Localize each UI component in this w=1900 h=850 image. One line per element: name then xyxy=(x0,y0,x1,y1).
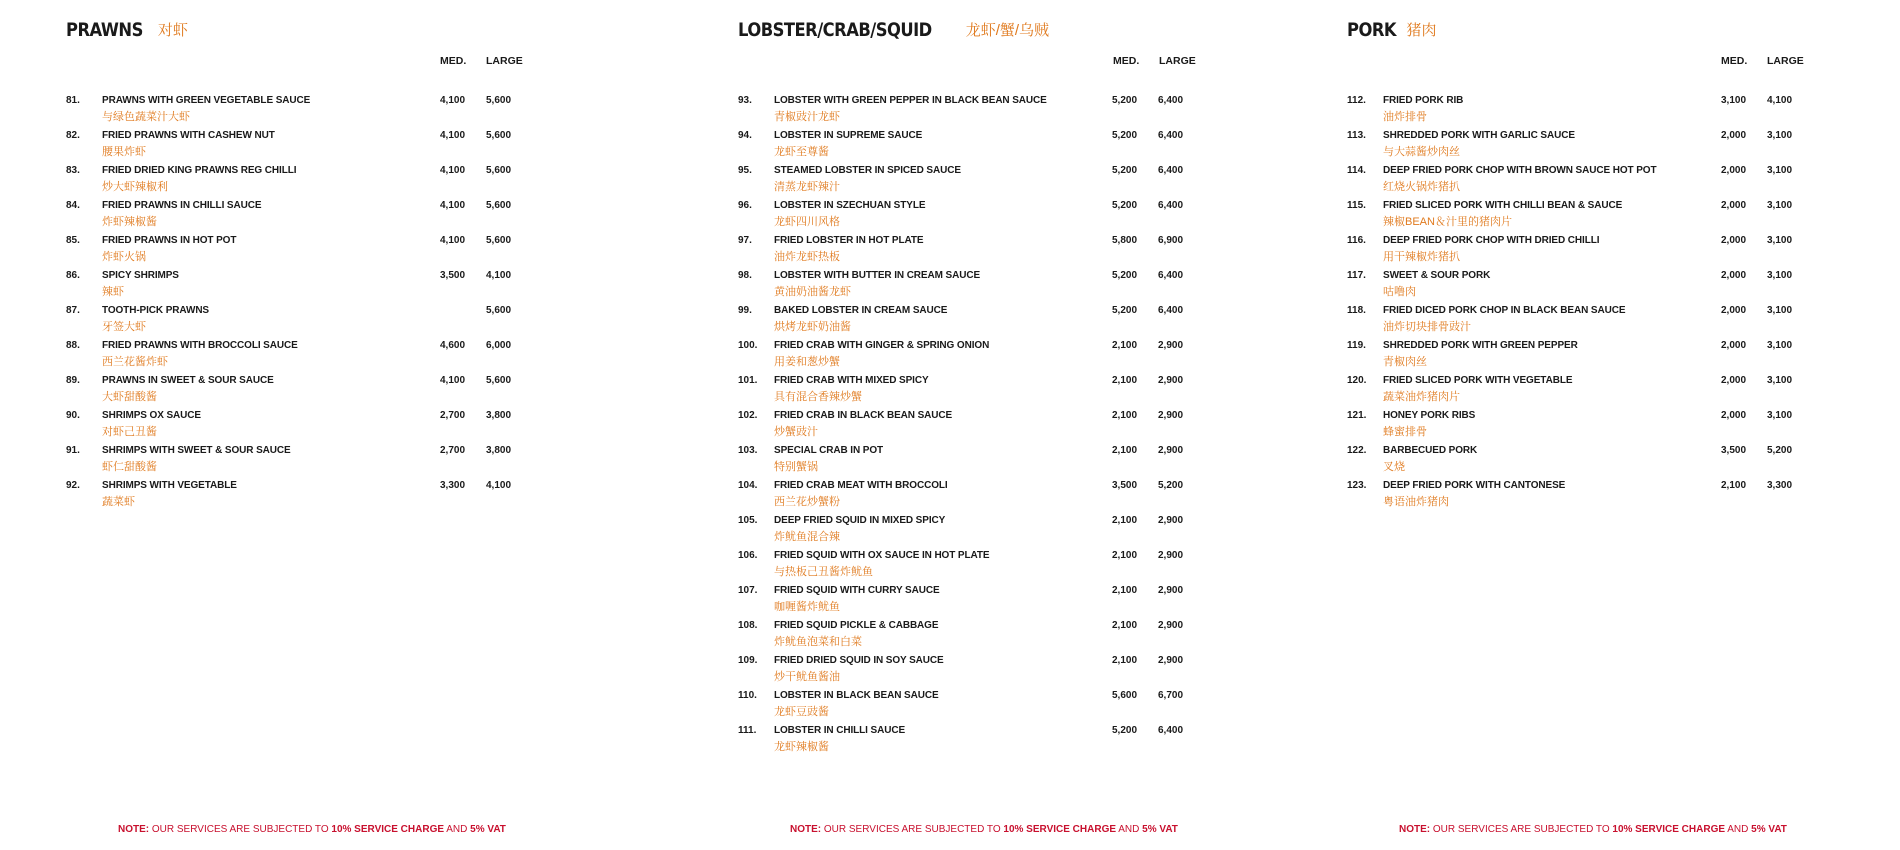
item-name-chinese: 炒干鱿鱼酱油 xyxy=(774,671,840,683)
item-number: 102. xyxy=(738,410,758,421)
item-name: FRIED SQUID PICKLE & CABBAGE xyxy=(774,620,939,631)
item-name: LOBSTER IN SZECHUAN STYLE xyxy=(774,200,926,211)
item-name-chinese: 烘烤龙虾奶油酱 xyxy=(774,321,851,333)
item-price-medium: 2,000 xyxy=(1721,410,1747,421)
menu-item xyxy=(1347,410,1827,445)
item-price-medium: 2,700 xyxy=(440,410,466,421)
item-price-large: 6,400 xyxy=(1158,165,1184,176)
item-name-chinese: 牙签大虾 xyxy=(102,321,146,333)
item-price-large: 3,100 xyxy=(1767,270,1793,281)
item-name-chinese: 油炸切块排骨豉汁 xyxy=(1383,321,1471,333)
menu-item xyxy=(738,305,1218,340)
item-name: SHRIMPS OX SAUCE xyxy=(102,410,201,421)
section-title: PRAWNS xyxy=(66,19,143,41)
item-name-chinese: 用姜和葱炒蟹 xyxy=(774,356,840,368)
note-label: NOTE: xyxy=(1399,824,1431,835)
item-number: 93. xyxy=(738,95,752,106)
menu-item xyxy=(738,410,1218,445)
menu-item xyxy=(738,515,1218,550)
item-name: FRIED DRIED SQUID IN SOY SAUCE xyxy=(774,655,944,666)
note-vat: 5% VAT xyxy=(1751,824,1787,835)
menu-item xyxy=(738,165,1218,200)
item-name: DEEP FRIED SQUID IN MIXED SPICY xyxy=(774,515,946,526)
note-label: NOTE: xyxy=(790,824,822,835)
item-number: 83. xyxy=(66,165,80,176)
menu-item xyxy=(738,95,1218,130)
menu-page-pork xyxy=(1281,0,1900,850)
menu-item xyxy=(66,410,546,445)
item-name-chinese: 油炸龙虾热板 xyxy=(774,251,840,263)
item-number: 111. xyxy=(738,725,757,736)
item-price-medium: 2,000 xyxy=(1721,375,1747,386)
item-name: FRIED LOBSTER IN HOT PLATE xyxy=(774,235,924,246)
item-name-chinese: 炸虾辣椒酱 xyxy=(102,216,157,228)
item-price-medium: 4,100 xyxy=(440,165,466,176)
menu-item xyxy=(738,445,1218,480)
item-price-large: 3,100 xyxy=(1767,200,1793,211)
note-and: AND xyxy=(446,824,468,835)
menu-item xyxy=(1347,375,1827,410)
menu-item xyxy=(66,480,546,515)
note-and: AND xyxy=(1727,824,1749,835)
item-price-large: 2,900 xyxy=(1158,445,1184,456)
item-number: 106. xyxy=(738,550,758,561)
item-price-large: 3,800 xyxy=(486,445,512,456)
item-name-chinese: 粤语油炸猪肉 xyxy=(1383,496,1449,508)
item-number: 121. xyxy=(1347,410,1367,421)
menu-item xyxy=(738,235,1218,270)
item-name-chinese: 与大蒜酱炒肉丝 xyxy=(1383,146,1460,158)
item-name: FRIED PRAWNS WITH BROCCOLI SAUCE xyxy=(102,340,298,351)
item-name-chinese: 炒蟹豉汁 xyxy=(774,426,818,438)
note-text: OUR SERVICES ARE SUBJECTED TO xyxy=(823,824,1001,835)
menu-item xyxy=(1347,130,1827,165)
item-name-chinese: 龙虾辣椒酱 xyxy=(774,741,829,753)
item-name: LOBSTER WITH BUTTER IN CREAM SAUCE xyxy=(774,270,981,281)
item-price-large: 4,100 xyxy=(1767,95,1793,106)
item-name-chinese: 红烧火锅炸猪扒 xyxy=(1383,181,1460,193)
item-name-chinese: 黄油奶油酱龙虾 xyxy=(774,286,851,298)
menu-item xyxy=(1347,480,1827,515)
item-name: BARBECUED PORK xyxy=(1383,445,1478,456)
menu-item xyxy=(738,585,1218,620)
item-name-chinese: 辣虾 xyxy=(102,286,124,298)
menu-item xyxy=(738,200,1218,235)
menu-item xyxy=(66,445,546,480)
item-name: LOBSTER WITH GREEN PEPPER IN BLACK BEAN SAUCE xyxy=(774,95,1047,106)
item-price-medium: 4,100 xyxy=(440,95,466,106)
menu-item xyxy=(1347,95,1827,130)
menu-item xyxy=(1347,235,1827,270)
item-name: FRIED CRAB MEAT WITH BROCCOLI xyxy=(774,480,948,491)
item-name: SPECIAL CRAB IN POT xyxy=(774,445,884,456)
item-number: 91. xyxy=(66,445,80,456)
item-name: LOBSTER IN SUPREME SAUCE xyxy=(774,130,923,141)
item-price-medium: 2,100 xyxy=(1112,620,1138,631)
menu-item xyxy=(738,550,1218,585)
item-price-medium: 2,700 xyxy=(440,445,466,456)
menu-item xyxy=(1347,200,1827,235)
column-header-med: MED. xyxy=(1721,55,1748,67)
item-price-large: 4,100 xyxy=(486,480,512,491)
item-number: 113. xyxy=(1347,130,1366,141)
item-number: 104. xyxy=(738,480,758,491)
item-price-large: 3,100 xyxy=(1767,410,1793,421)
item-name: SHRIMPS WITH SWEET & SOUR SAUCE xyxy=(102,445,291,456)
item-price-large: 2,900 xyxy=(1158,515,1184,526)
item-name: SWEET & SOUR PORK xyxy=(1383,270,1491,281)
item-price-medium: 5,200 xyxy=(1112,200,1138,211)
item-name: SHREDDED PORK WITH GREEN PEPPER xyxy=(1383,340,1578,351)
note-label: NOTE: xyxy=(118,824,150,835)
item-name-chinese: 蔬菜油炸猪肉片 xyxy=(1383,391,1460,403)
item-name: FRIED CRAB IN BLACK BEAN SAUCE xyxy=(774,410,953,421)
item-price-medium: 2,000 xyxy=(1721,305,1747,316)
item-price-medium: 2,100 xyxy=(1112,445,1138,456)
item-price-large: 6,400 xyxy=(1158,270,1184,281)
item-name-chinese: 西兰花炒蟹粉 xyxy=(774,496,840,508)
item-name-chinese: 特别蟹锅 xyxy=(774,461,818,473)
item-price-medium: 2,100 xyxy=(1112,585,1138,596)
item-name: BAKED LOBSTER IN CREAM SAUCE xyxy=(774,305,948,316)
item-price-medium: 2,100 xyxy=(1112,515,1138,526)
item-name: PRAWNS WITH GREEN VEGETABLE SAUCE xyxy=(102,95,311,106)
item-name-chinese: 腰果炸虾 xyxy=(102,146,146,158)
item-price-large: 6,700 xyxy=(1158,690,1184,701)
item-price-medium: 2,100 xyxy=(1112,410,1138,421)
item-price-large: 5,600 xyxy=(486,130,512,141)
item-price-medium: 5,200 xyxy=(1112,95,1138,106)
item-number: 101. xyxy=(738,375,758,386)
note-service-charge: 10% SERVICE CHARGE xyxy=(1003,824,1117,835)
item-price-large: 5,600 xyxy=(486,375,512,386)
item-name: FRIED PRAWNS IN CHILLI SAUCE xyxy=(102,200,262,211)
note-service-charge: 10% SERVICE CHARGE xyxy=(1612,824,1726,835)
item-number: 81. xyxy=(66,95,80,106)
item-name: STEAMED LOBSTER IN SPICED SAUCE xyxy=(774,165,961,176)
menu-page-lobster-crab-squid xyxy=(672,0,1305,850)
item-price-large: 5,600 xyxy=(486,305,512,316)
item-name-chinese: 与热板己丑酱炸鱿鱼 xyxy=(774,566,873,578)
item-price-medium: 3,300 xyxy=(440,480,466,491)
item-name: SHREDDED PORK WITH GARLIC SAUCE xyxy=(1383,130,1575,141)
item-price-large: 6,400 xyxy=(1158,200,1184,211)
menu-item xyxy=(66,165,546,200)
item-price-large: 5,600 xyxy=(486,200,512,211)
service-charge-note xyxy=(1399,824,1787,835)
menu-item xyxy=(738,480,1218,515)
item-price-large: 2,900 xyxy=(1158,340,1184,351)
item-price-large: 3,100 xyxy=(1767,165,1793,176)
item-name-chinese: 青椒豉汁龙虾 xyxy=(774,111,840,123)
item-price-medium: 2,100 xyxy=(1112,340,1138,351)
note-vat: 5% VAT xyxy=(1142,824,1178,835)
item-number: 95. xyxy=(738,165,752,176)
item-name: TOOTH-PICK PRAWNS xyxy=(102,305,210,316)
menu-item xyxy=(66,375,546,410)
item-price-medium: 4,100 xyxy=(440,200,466,211)
item-name: FRIED SQUID WITH CURRY SAUCE xyxy=(774,585,940,596)
item-price-medium: 2,000 xyxy=(1721,130,1747,141)
menu-item xyxy=(1347,305,1827,340)
item-price-large: 2,900 xyxy=(1158,620,1184,631)
item-name-chinese: 大虾甜酸酱 xyxy=(102,391,157,403)
item-number: 97. xyxy=(738,235,752,246)
item-price-medium: 2,000 xyxy=(1721,165,1747,176)
section-title-chinese: 猪肉 xyxy=(1406,22,1437,39)
item-name-chinese: 具有混合香辣炒蟹 xyxy=(774,391,862,403)
item-name: HONEY PORK RIBS xyxy=(1383,410,1476,421)
item-price-medium: 5,200 xyxy=(1112,305,1138,316)
item-price-large: 3,100 xyxy=(1767,375,1793,386)
item-number: 92. xyxy=(66,480,80,491)
item-number: 120. xyxy=(1347,375,1367,386)
item-price-large: 5,200 xyxy=(1158,480,1184,491)
menu-item xyxy=(66,235,546,270)
item-number: 82. xyxy=(66,130,80,141)
item-number: 105. xyxy=(738,515,758,526)
item-name-chinese: 西兰花酱炸虾 xyxy=(102,356,168,368)
item-name-chinese: 虾仁甜酸酱 xyxy=(102,461,157,473)
item-name: FRIED CRAB WITH GINGER & SPRING ONION xyxy=(774,340,990,351)
item-price-medium: 2,100 xyxy=(1112,550,1138,561)
item-price-medium: 5,200 xyxy=(1112,165,1138,176)
item-price-medium: 2,000 xyxy=(1721,270,1747,281)
item-price-medium: 2,000 xyxy=(1721,235,1747,246)
menu-item xyxy=(738,270,1218,305)
item-price-medium: 2,100 xyxy=(1721,480,1747,491)
item-name-chinese: 龙虾至尊酱 xyxy=(774,146,829,158)
item-price-large: 5,600 xyxy=(486,95,512,106)
item-name-chinese: 蔬菜虾 xyxy=(102,496,135,508)
item-name: FRIED DRIED KING PRAWNS REG CHILLI xyxy=(102,165,297,176)
item-number: 109. xyxy=(738,655,758,666)
note-text: OUR SERVICES ARE SUBJECTED TO xyxy=(151,824,329,835)
item-price-large: 3,800 xyxy=(486,410,512,421)
item-price-large: 3,100 xyxy=(1767,130,1793,141)
item-number: 99. xyxy=(738,305,752,316)
menu-item-list xyxy=(1347,95,1827,515)
item-price-large: 3,100 xyxy=(1767,340,1793,351)
item-name-chinese: 与绿色蔬菜汁大虾 xyxy=(102,111,190,123)
item-price-large: 6,400 xyxy=(1158,725,1184,736)
item-price-large: 6,400 xyxy=(1158,95,1184,106)
item-price-medium: 2,100 xyxy=(1112,375,1138,386)
item-name: FRIED PRAWNS WITH CASHEW NUT xyxy=(102,130,275,141)
note-vat: 5% VAT xyxy=(470,824,506,835)
menu-item xyxy=(738,340,1218,375)
item-name: PRAWNS IN SWEET & SOUR SAUCE xyxy=(102,375,274,386)
item-name-chinese: 炸鱿鱼泡菜和白菜 xyxy=(774,636,862,648)
item-name: FRIED SLICED PORK WITH VEGETABLE xyxy=(1383,375,1573,386)
item-number: 114. xyxy=(1347,165,1366,176)
item-price-large: 3,100 xyxy=(1767,305,1793,316)
item-number: 94. xyxy=(738,130,752,141)
item-price-large: 6,000 xyxy=(486,340,512,351)
menu-item xyxy=(738,655,1218,690)
item-price-medium: 2,000 xyxy=(1721,200,1747,211)
item-price-medium: 5,200 xyxy=(1112,130,1138,141)
menu-item xyxy=(1347,270,1827,305)
item-number: 90. xyxy=(66,410,80,421)
item-number: 100. xyxy=(738,340,758,351)
item-price-large: 4,100 xyxy=(486,270,512,281)
item-name: DEEP FRIED PORK CHOP WITH DRIED CHILLI xyxy=(1383,235,1600,246)
section-title: LOBSTER/CRAB/SQUID xyxy=(738,19,932,41)
item-price-medium: 3,500 xyxy=(440,270,466,281)
item-name-chinese: 龙虾豆豉酱 xyxy=(774,706,829,718)
item-number: 118. xyxy=(1347,305,1366,316)
item-name-chinese: 炸虾火锅 xyxy=(102,251,146,263)
item-name-chinese: 油炸排骨 xyxy=(1383,111,1427,123)
note-and: AND xyxy=(1118,824,1140,835)
item-number: 85. xyxy=(66,235,80,246)
item-price-medium: 2,000 xyxy=(1721,340,1747,351)
menu-item xyxy=(66,340,546,375)
item-number: 89. xyxy=(66,375,80,386)
item-name: FRIED DICED PORK CHOP IN BLACK BEAN SAUCE xyxy=(1383,305,1626,316)
menu-item xyxy=(66,130,546,165)
item-name-chinese: 对虾己丑酱 xyxy=(102,426,157,438)
item-number: 107. xyxy=(738,585,758,596)
section-header xyxy=(738,19,1049,41)
item-name-chinese: 龙虾四川风格 xyxy=(774,216,840,228)
column-header-med: MED. xyxy=(440,55,467,67)
menu-item xyxy=(738,690,1218,725)
item-price-medium: 4,600 xyxy=(440,340,466,351)
item-number: 98. xyxy=(738,270,752,281)
item-name: SPICY SHRIMPS xyxy=(102,270,179,281)
item-name-chinese: 清蒸龙虾辣汁 xyxy=(774,181,840,193)
section-header xyxy=(66,19,188,41)
item-number: 88. xyxy=(66,340,80,351)
menu-item-list xyxy=(66,95,546,515)
item-price-medium: 3,100 xyxy=(1721,95,1747,106)
item-name: LOBSTER IN BLACK BEAN SAUCE xyxy=(774,690,939,701)
service-charge-note xyxy=(118,824,506,835)
column-header-med: MED. xyxy=(1113,55,1140,67)
item-number: 84. xyxy=(66,200,80,211)
section-title-chinese: 龙虾/蟹/乌贼 xyxy=(965,22,1050,39)
item-number: 87. xyxy=(66,305,80,316)
item-name-chinese: 用干辣椒炸猪扒 xyxy=(1383,251,1460,263)
item-name: FRIED PRAWNS IN HOT POT xyxy=(102,235,237,246)
item-price-large: 2,900 xyxy=(1158,550,1184,561)
item-number: 112. xyxy=(1347,95,1366,106)
item-name: DEEP FRIED PORK WITH CANTONESE xyxy=(1383,480,1566,491)
item-name: FRIED CRAB WITH MIXED SPICY xyxy=(774,375,929,386)
item-price-medium: 5,200 xyxy=(1112,270,1138,281)
item-price-large: 3,100 xyxy=(1767,235,1793,246)
column-header-large: LARGE xyxy=(1159,55,1196,67)
item-number: 96. xyxy=(738,200,752,211)
item-price-medium: 4,100 xyxy=(440,235,466,246)
service-charge-note xyxy=(790,824,1178,835)
menu-item xyxy=(66,270,546,305)
item-price-medium: 4,100 xyxy=(440,130,466,141)
item-price-large: 2,900 xyxy=(1158,375,1184,386)
item-name: FRIED SLICED PORK WITH CHILLI BEAN & SAUCE xyxy=(1383,200,1623,211)
item-number: 110. xyxy=(738,690,757,701)
menu-item xyxy=(738,620,1218,655)
item-number: 108. xyxy=(738,620,758,631)
item-price-large: 6,900 xyxy=(1158,235,1184,246)
section-title: PORK xyxy=(1347,19,1397,41)
item-price-medium: 2,100 xyxy=(1112,655,1138,666)
item-name: DEEP FRIED PORK CHOP WITH BROWN SAUCE HOT POT xyxy=(1383,165,1657,176)
item-number: 116. xyxy=(1347,235,1366,246)
item-name: SHRIMPS WITH VEGETABLE xyxy=(102,480,237,491)
item-number: 115. xyxy=(1347,200,1366,211)
note-service-charge: 10% SERVICE CHARGE xyxy=(331,824,445,835)
menu-item xyxy=(1347,340,1827,375)
column-header-large: LARGE xyxy=(1767,55,1804,67)
item-price-medium: 4,100 xyxy=(440,375,466,386)
item-number: 123. xyxy=(1347,480,1367,491)
section-title-chinese: 对虾 xyxy=(157,22,188,39)
item-price-large: 3,300 xyxy=(1767,480,1793,491)
menu-item xyxy=(738,725,1218,760)
item-number: 119. xyxy=(1347,340,1366,351)
menu-item xyxy=(738,130,1218,165)
note-text: OUR SERVICES ARE SUBJECTED TO xyxy=(1432,824,1610,835)
item-name-chinese: 叉烧 xyxy=(1383,461,1405,473)
item-price-large: 6,400 xyxy=(1158,130,1184,141)
menu-item xyxy=(1347,165,1827,200)
menu-item-list xyxy=(738,95,1218,760)
item-price-large: 2,900 xyxy=(1158,655,1184,666)
item-price-medium: 3,500 xyxy=(1112,480,1138,491)
item-price-large: 2,900 xyxy=(1158,585,1184,596)
item-number: 86. xyxy=(66,270,80,281)
item-name-chinese: 炸鱿鱼混合辣 xyxy=(774,531,840,543)
item-name: FRIED SQUID WITH OX SAUCE IN HOT PLATE xyxy=(774,550,990,561)
item-name-chinese: 辣椒BEAN＆汁里的猪肉片 xyxy=(1383,216,1512,228)
item-name: FRIED PORK RIB xyxy=(1383,95,1464,106)
menu-item xyxy=(1347,445,1827,480)
item-price-medium: 3,500 xyxy=(1721,445,1747,456)
item-price-medium: 5,600 xyxy=(1112,690,1138,701)
item-number: 117. xyxy=(1347,270,1366,281)
item-price-large: 6,400 xyxy=(1158,305,1184,316)
item-price-large: 5,600 xyxy=(486,165,512,176)
section-header xyxy=(1347,19,1437,41)
item-name-chinese: 咖喱酱炸鱿鱼 xyxy=(774,601,840,613)
menu-item xyxy=(738,375,1218,410)
item-name-chinese: 咕噜肉 xyxy=(1383,286,1416,298)
item-number: 122. xyxy=(1347,445,1367,456)
item-price-large: 2,900 xyxy=(1158,410,1184,421)
menu-item xyxy=(66,95,546,130)
item-name-chinese: 青椒肉丝 xyxy=(1383,356,1427,368)
item-name-chinese: 蜂蜜排骨 xyxy=(1383,426,1427,438)
item-price-large: 5,200 xyxy=(1767,445,1793,456)
menu-item xyxy=(66,200,546,235)
menu-item xyxy=(66,305,546,340)
column-header-large: LARGE xyxy=(486,55,523,67)
item-price-large: 5,600 xyxy=(486,235,512,246)
item-price-medium: 5,800 xyxy=(1112,235,1138,246)
menu-page-prawns xyxy=(0,0,633,850)
item-name-chinese: 炒大虾辣椒利 xyxy=(102,181,168,193)
item-number: 103. xyxy=(738,445,758,456)
item-price-medium: 5,200 xyxy=(1112,725,1138,736)
item-name: LOBSTER IN CHILLI SAUCE xyxy=(774,725,906,736)
